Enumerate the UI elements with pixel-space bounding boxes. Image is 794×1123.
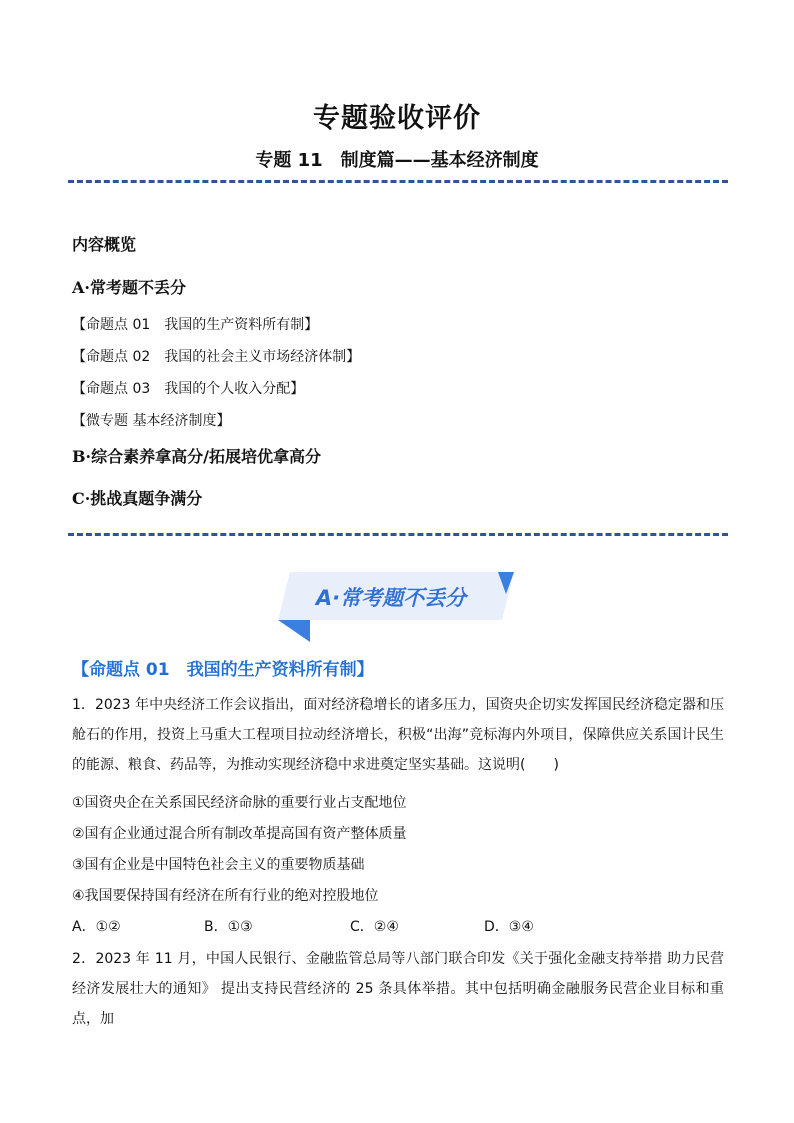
question-2-stem: 2．2023 年 11 月，中国人民银行、金融监管总局等八部门联合印发《关于强化金融支持举措 助力民营经济发展壮大的通知》 提出支持民营经济的 25 条具体举措。其中包括明确金融服务民营企业目标和重点，加 <box>72 951 724 1027</box>
overview-label: 内容概览 <box>72 235 137 254</box>
question-1-item-4: ④我国要保持国有经济在所有行业的绝对控股地位 <box>72 888 379 904</box>
page-title: 专题验收评价 <box>313 103 481 134</box>
banner-text: A·常考题不丢分 <box>315 586 467 610</box>
page-subtitle: 专题 11 制度篇——基本经济制度 <box>255 150 539 171</box>
divider-top <box>68 180 728 183</box>
question-1-stem: 1．2023 年中央经济工作会议指出，面对经济稳增长的诸多压力，国资央企切实发挥国民经济稳定器和压舱石的作用，投资上马重大工程项目拉动经济增长，积极“出海”竞标海内外项目，保障供应关系国计民生的能源、粮食、药品等，为推动实现经济稳中求进奠定坚实基础。这说明( ) <box>72 697 724 773</box>
choice-b[interactable]: B．①③ <box>204 919 253 935</box>
overview-point-3: 【命题点 03 我国的个人收入分配】 <box>72 381 305 397</box>
overview-section-a: A·常考题不丢分 <box>72 278 186 297</box>
choice-d[interactable]: D．③④ <box>484 919 534 935</box>
choice-c[interactable]: C．②④ <box>350 919 399 935</box>
overview-point-1: 【命题点 01 我国的生产资料所有制】 <box>72 317 319 333</box>
overview-point-4: 【微专题 基本经济制度】 <box>72 413 231 429</box>
question-1-item-2: ②国有企业通过混合所有制改革提高国有资产整体质量 <box>72 826 407 842</box>
question-1-item-1: ①国资央企在关系国民经济命脉的重要行业占支配地位 <box>72 795 407 811</box>
overview-point-2: 【命题点 02 我国的社会主义市场经济体制】 <box>72 349 361 365</box>
divider-middle <box>68 533 728 536</box>
point-heading: 【命题点 01 我国的生产资料所有制】 <box>72 660 374 680</box>
overview-section-c: C·挑战真题争满分 <box>72 489 203 508</box>
section-banner <box>276 568 520 646</box>
question-1-item-3: ③国有企业是中国特色社会主义的重要物质基础 <box>72 857 365 873</box>
overview-section-b: B·综合素养拿高分/拓展培优拿高分 <box>72 447 321 466</box>
choice-a[interactable]: A．①② <box>72 919 121 935</box>
